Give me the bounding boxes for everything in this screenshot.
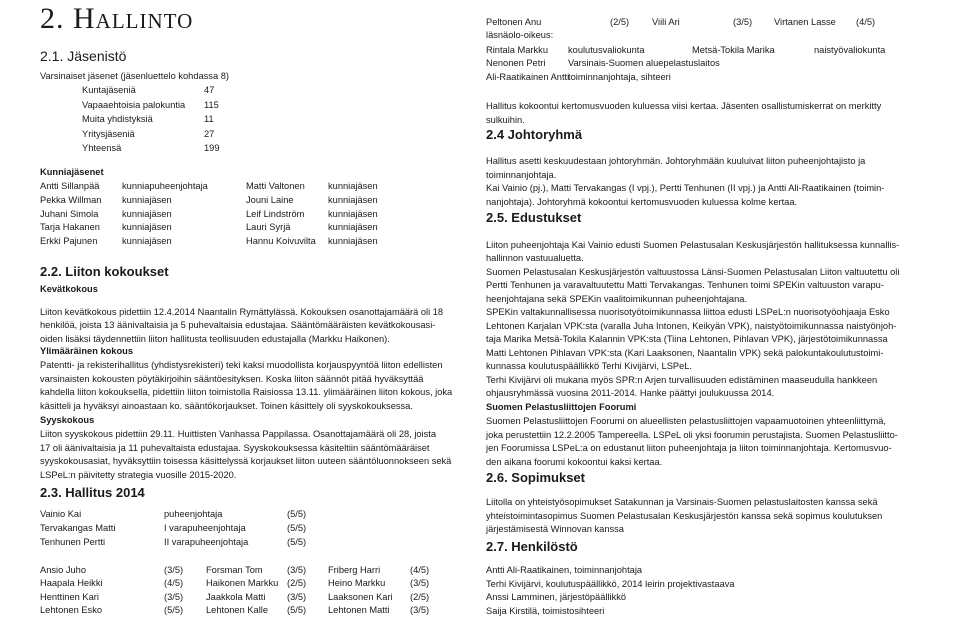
- board-member-row-cell: Lehtonen Esko: [40, 605, 103, 616]
- honorary-member-row-cell: Erkki Pajunen: [40, 236, 98, 247]
- text-line: Liiton kevätkokous pidettiin 12.4.2014 Naantalin Rymättylässä. Kokouksen osanottajamäärä oli 18: [40, 307, 444, 317]
- board-member-row-cell: (3/5): [164, 591, 184, 602]
- text-line: kunnassa koulutuspäällikkö Terhi Kivijärvi, LSPeL.: [486, 361, 693, 372]
- honorary-member-row-cell: kunniajäsen: [328, 222, 378, 233]
- board-member-row-cell: Virtanen Lasse: [774, 17, 836, 27]
- text-line: järjestämisestä Winnovan kanssa: [486, 524, 624, 535]
- attendance-right-row-cell: Metsä-Tokila Marika: [692, 45, 775, 55]
- section-2-1-heading: 2.1. Jäsenistö: [40, 48, 127, 64]
- member-count-value: 27: [204, 128, 215, 139]
- board-member-row-cell: (3/5): [287, 591, 307, 602]
- honorary-member-row-cell: kunniajäsen: [122, 222, 172, 233]
- text-line: ohjausryhmässä vuosina 2011-2014. Hanke päättyi joulukuussa 2014.: [486, 387, 775, 398]
- text-line: Terhi Kivijärvi oli mukana myös SPR:n Arjen turvallisuuden edistäminen maaseudulla hankkeen: [486, 374, 878, 385]
- text-line: Patentti- ja rekisterihallitus (yhdistysrekisteri) teki kaksi muodollista korjauspyyntöä liiton edellisten: [40, 360, 443, 370]
- member-count-value: 47: [204, 85, 215, 95]
- board-member-row-cell: (5/5): [164, 605, 184, 616]
- board-member-row-cell: (4/5): [164, 578, 184, 589]
- honorary-members-heading: Kunniajäsenet: [40, 167, 104, 177]
- chapter-title: 2. Hallinto: [40, 2, 194, 35]
- honorary-member-row-cell: Lauri Syrjä: [246, 222, 291, 233]
- board-member-row-cell: (2/5): [410, 591, 430, 602]
- member-count-label: Vapaaehtoisia palokuntia: [82, 99, 186, 110]
- text-line: nanjohtaja). Johtoryhmä kokoontui kertomusvuoden kuluessa kolme kertaa.: [486, 197, 798, 208]
- board-member-row-cell: (3/5): [410, 578, 430, 589]
- board-officer-row-cell: Vainio Kai: [40, 509, 82, 519]
- board-member-row-cell: (5/5): [287, 605, 307, 616]
- text-line: Liiton puheenjohtaja Kai Vainio edusti Suomen Pelastusalan Keskusjärjestön hallituksessa kunnallis-: [486, 240, 900, 250]
- honorary-member-row-cell: Tarja Hakanen: [40, 222, 100, 233]
- board-officer-row-cell: (5/5): [287, 536, 307, 547]
- board-member-row-cell: (3/5): [733, 17, 753, 27]
- honorary-member-row-cell: kunniajäsen: [328, 194, 378, 205]
- section-2-7-heading: 2.7. Henkilöstö: [486, 539, 578, 554]
- text-line: Anssi Lamminen, järjestöpäällikkö: [486, 592, 627, 603]
- text-line: sulkuihin.: [486, 114, 525, 125]
- honorary-member-row-cell: kunniapuheenjohtaja: [122, 181, 208, 191]
- board-member-row-cell: Haikonen Markku: [206, 578, 279, 589]
- board-member-row-cell: (3/5): [410, 605, 430, 616]
- spring-meeting-heading: Kevätkokous: [40, 284, 98, 294]
- board-member-row-cell: Henttinen Kari: [40, 591, 99, 602]
- attendance-right-row-cell: Varsinais-Suomen aluepelastuslaitos: [568, 58, 720, 69]
- board-member-row-cell: Forsman Tom: [206, 565, 263, 575]
- board-member-row-cell: Heino Markku: [328, 578, 386, 589]
- section-2-3-heading: 2.3. Hallitus 2014: [40, 485, 145, 500]
- board-member-row-cell: (4/5): [856, 17, 876, 27]
- member-count-value: 11: [204, 114, 214, 124]
- text-line: Matti Lehtonen Pihlavan VPK:sta (Kari Laaksonen, Naantalin VPK) sekä palokuntakoulutustoimi-: [486, 347, 884, 358]
- text-line: käsitteli ja hyväksyi ainoastaan ko. sääntökorjaukset. Toinen käsittely oli syyskokouksessa.: [40, 401, 413, 412]
- text-line: Lehtonen Karjalan VPK:sta (varalla Juha Intonen, Keikyän VPK), naistyötoimikunnassa naistyönjoh-: [486, 320, 897, 331]
- text-line: Hallitus asetti keskuudestaan johtoryhmän. Johtoryhmään kuuluivat liiton puheenjohtajisto ja: [486, 156, 866, 166]
- board-member-row-cell: Ansio Juho: [40, 565, 86, 575]
- attendance-right-row-cell: toiminnanjohtaja, sihteeri: [568, 71, 671, 82]
- board-officer-row-cell: Tenhunen Pertti: [40, 536, 106, 547]
- text-line: kahdella liiton kokouksella, pidettiin liiton toimistolla Raisiossa 13.11. ylimääräinen liiton kokous, joka: [40, 387, 453, 398]
- attendance-right-label: läsnäolo-oikeus:: [486, 30, 554, 40]
- honorary-member-row-cell: Juhani Simola: [40, 208, 99, 219]
- board-officer-row-cell: I varapuheenjohtaja: [164, 522, 246, 533]
- board-member-row-cell: Jaakkola Matti: [206, 591, 266, 602]
- member-count-label: Kuntajäseniä: [82, 85, 136, 95]
- honorary-member-row-cell: kunniajäsen: [122, 194, 172, 205]
- board-member-row-cell: (3/5): [287, 565, 307, 575]
- text-line: Kai Vainio (pj.), Matti Tervakangas (I vpj.), Pertti Tenhunen (II vpj.) ja Antti Ali-Raatikainen (toimin-: [486, 183, 885, 194]
- honorary-member-row-cell: Jouni Laine: [246, 194, 294, 205]
- text-line: heenjohtajana sekä SPEKin vaalitoimikunnan puheenjohtajana.: [486, 293, 748, 304]
- board-officer-row-cell: (5/5): [287, 509, 307, 519]
- attendance-right-row-cell: Ali-Raatikainen Antti: [486, 71, 570, 82]
- board-officer-row-cell: puheenjohtaja: [164, 509, 223, 519]
- board-member-row-cell: Friberg Harri: [328, 565, 381, 575]
- attendance-right-row-cell: koulutusvaliokunta: [568, 45, 645, 55]
- text-line: oiden lisäksi täydennettiin liiton hallitusta teollisuuden edustajalla (Markku Haikonen).: [40, 333, 390, 344]
- text-line: henkilöä, joista 13 äänivaltaisia ja 5 puhevaltaisia edustajaa. Sääntömääräisten kevätkokousasi-: [40, 320, 436, 331]
- text-line: Liiton syyskokous pidettiin 29.11. Huittisten Vanhassa Pappilassa. Osanottajamäärä oli 28, joista: [40, 429, 437, 439]
- board-officer-row-cell: (5/5): [287, 522, 307, 533]
- section-2-6-heading: 2.6. Sopimukset: [486, 470, 585, 485]
- member-count-value: 115: [204, 99, 219, 110]
- honorary-member-row-cell: kunniajäsen: [328, 181, 378, 191]
- text-line: SPEKin valtakunnallisessa nuorisotyötoimikunnassa liittoa edusti LSPeL:n nuorisotyöohjaaja Esko: [486, 307, 890, 318]
- text-line: LSPeL:n päivitetty strategia vuosille 2015-2020.: [40, 470, 237, 481]
- autumn-meeting-heading: Syyskokous: [40, 415, 95, 425]
- board-officer-row-cell: Tervakangas Matti: [40, 522, 116, 533]
- honorary-member-row-cell: kunniajäsen: [328, 208, 378, 219]
- section-2-2-heading: 2.2. Liiton kokoukset: [40, 264, 169, 279]
- forum-heading: Suomen Pelastusliittojen Foorumi: [486, 402, 637, 412]
- board-member-row-cell: Lehtonen Matti: [328, 605, 390, 616]
- attendance-right-row-cell: naistyövaliokunta: [814, 45, 886, 55]
- members-intro: Varsinaiset jäsenet (jäsenluettelo kohdassa 8): [40, 71, 229, 81]
- honorary-member-row-cell: Matti Valtonen: [246, 181, 305, 191]
- text-line: yhteistoimintasopimus Suomen Pelastusalan Keskusjärjestön kanssa sekä sopimus koulutuksen: [486, 510, 883, 521]
- board-member-row-cell: Haapala Heikki: [40, 578, 103, 589]
- honorary-member-row-cell: kunniajäsen: [122, 208, 172, 219]
- member-count-label: Yritysjäseniä: [82, 128, 135, 139]
- board-member-row-cell: (2/5): [287, 578, 307, 589]
- text-line: jen Foorumissa LSPeL:a on edustanut liiton puheenjohtaja ja liiton toiminnanjohtaja. Kertomusvuo-: [486, 443, 892, 454]
- board-member-row-cell: (4/5): [410, 565, 430, 575]
- text-line: hallinnon vastuualuetta.: [486, 253, 584, 264]
- text-line: Hallitus kokoontui kertomusvuoden kuluessa viisi kertaa. Jäsenten osallistumiskerrat on merkitty: [486, 101, 882, 111]
- text-line: joka perustettiin 12.2.2005 Tampereella. LSPeL oli yksi foorumin perustajista. Suomen Pelastusliitto-: [486, 429, 898, 440]
- text-line: Suomen Pelastusalan Keskusjärjestön valtuustossa Länsi-Suomen Pelastusalan Liiton valtuutettu oli: [486, 266, 900, 277]
- board-member-row-cell: Laaksonen Kari: [328, 591, 393, 602]
- text-line: toiminnanjohtaja.: [486, 169, 557, 180]
- board-member-row-cell: (3/5): [164, 565, 184, 575]
- honorary-member-row-cell: Antti Sillanpää: [40, 181, 100, 191]
- section-2-4-heading: 2.4 Johtoryhmä: [486, 127, 583, 142]
- text-line: Suomen Pelastusliittojen Foorumi on alueellisten pelastusliittojen vapaamuotoinen yhteenliittymä,: [486, 416, 886, 426]
- honorary-member-row-cell: Hannu Koivuvilta: [246, 236, 316, 247]
- board-member-row-cell: Lehtonen Kalle: [206, 605, 269, 616]
- honorary-member-row-cell: Pekka Willman: [40, 194, 102, 205]
- board-member-row-cell: Viili Ari: [652, 17, 680, 27]
- honorary-member-row-cell: kunniajäsen: [122, 236, 172, 247]
- board-member-row-cell: (2/5): [610, 17, 630, 27]
- honorary-member-row-cell: kunniajäsen: [328, 236, 378, 247]
- attendance-right-row-cell: Rintala Markku: [486, 45, 549, 55]
- honorary-member-row-cell: Leif Lindström: [246, 208, 305, 219]
- board-member-row-cell: Peltonen Anu: [486, 17, 542, 27]
- text-line: Liitolla on yhteistyösopimukset Satakunnan ja Varsinais-Suomen pelastuslaitosten kanssa sekä: [486, 497, 878, 507]
- text-line: taja Marika Metsä-Tokila Kalannin VPK:sta (Tiina Lehtonen, Pihlavan VPK), järjestötoimikunnassa: [486, 334, 888, 345]
- text-line: Saija Kirstilä, toimistosihteeri: [486, 605, 605, 616]
- text-line: 17 oli äänivaltaisia ja 11 puhevaltaista edustajaa. Syyskokouksessa käsiteltiin sääntömääräiset: [40, 442, 430, 453]
- attendance-right-row-cell: Nenonen Petri: [486, 58, 546, 69]
- section-2-5-heading: 2.5. Edustukset: [486, 210, 582, 225]
- extra-meeting-heading: Ylimääräinen kokous: [40, 346, 134, 356]
- member-count-label: Muita yhdistyksiä: [82, 114, 153, 124]
- text-line: Terhi Kivijärvi, koulutuspäällikkö, 2014 leirin projektivastaava: [486, 578, 735, 589]
- text-line: syyskokousasiat, hyväksyttiin toisessa käsittelyssä korjaukset liiton uuteen sääntöluonnokseen sekä: [40, 456, 452, 467]
- text-line: Antti Ali-Raatikainen, toiminnanjohtaja: [486, 565, 643, 575]
- board-officer-row-cell: II varapuheenjohtaja: [164, 536, 249, 547]
- member-count-value: 199: [204, 143, 220, 153]
- text-line: den aikana foorumi kokoontui kaksi kertaa.: [486, 457, 663, 468]
- member-count-label: Yhteensä: [82, 143, 122, 153]
- text-line: varsinaisten kokousten pöytäkirjoihin sääntöesityksen. Koska liiton säännöt pitää hyväksyttää: [40, 373, 424, 384]
- text-line: Pertti Tenhunen ja varavaltuutettu Matti Tervakangas. Tenhunen toimi SPEKin valtuuston varapu-: [486, 280, 884, 291]
